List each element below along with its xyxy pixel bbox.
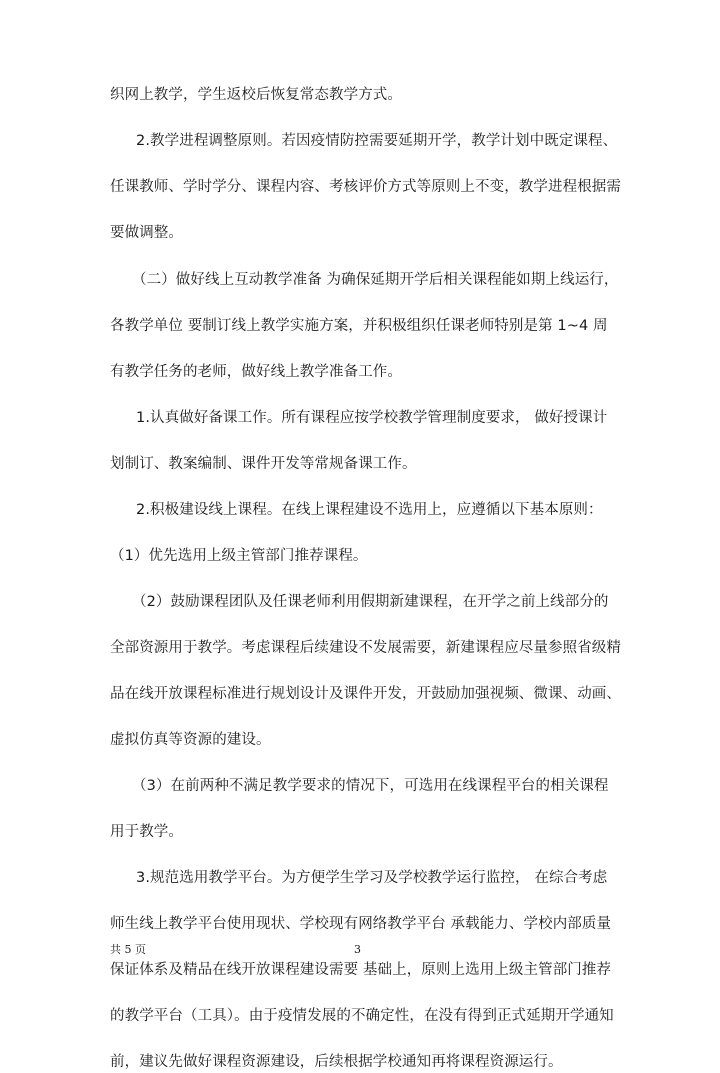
- text-line: 全部资源用于教学。考虑课程后续建设不发展需要，新建课程应尽量参照省级精: [110, 640, 621, 656]
- text-line: 3.规范选用教学平台。为方便学生学习及学校教学运行监控， 在综合考虑: [136, 870, 608, 886]
- text-line: 2.教学进程调整原则。若因疫情防控需要延期开学，教学计划中既定课程、: [136, 133, 618, 149]
- text-line: 品在线开放课程标准进行规划设计及课件开发，开鼓励加强视频、微课、动画、: [110, 686, 621, 702]
- text-line: 划制订、教案编制、课件开发等常规备课工作。: [110, 456, 417, 472]
- text-line: 2.积极建设线上课程。在线上课程建设不选用上，应遵循以下基本原则：: [136, 502, 603, 518]
- text-line: 用于教学。: [110, 824, 183, 840]
- page-count: 共 5 页: [110, 943, 146, 956]
- text-line: 前，建议先做好课程资源建设，后续根据学校通知再将课程资源运行。: [110, 1054, 563, 1070]
- text-line: 有教学任务的老师，做好线上教学准备工作。: [110, 364, 402, 380]
- page-number: 3: [354, 943, 361, 956]
- text-line: 的教学平台（工具）。由于疫情发展的不确定性，在没有得到正式延期开学通知: [110, 1008, 614, 1024]
- text-line: 师生线上教学平台使用现状、学校现有网络教学平台 承载能力、学校内部质量: [110, 916, 612, 932]
- text-line: （2）鼓励课程团队及任课老师利用假期新建课程，在开学之前上线部分的: [132, 594, 609, 610]
- text-line: 要做调整。: [110, 225, 183, 241]
- text-line: （1）优先选用上级主管部门推荐课程。: [110, 548, 368, 564]
- text-line: （二）做好线上互动教学准备 为确保延期开学后相关课程能如期上线运行，: [132, 272, 619, 288]
- text-line: 各教学单位 要制订线上教学实施方案，并积极组织任课老师特别是第 1~4 周: [110, 318, 608, 334]
- text-line: 虚拟仿真等资源的建设。: [110, 732, 271, 748]
- text-line: 任课教师、学时学分、课程内容、考核评价方式等原则上不变，教学进程根据需: [110, 179, 621, 195]
- text-line: 保证体系及精品在线开放课程建设需要 基础上，原则上选用上级主管部门推荐: [110, 962, 612, 978]
- text-line: 1.认真做好备课工作。所有课程应按学校教学管理制度要求， 做好授课计: [136, 410, 608, 426]
- text-line: （3）在前两种不满足教学要求的情况下，可选用在线课程平台的相关课程: [132, 778, 609, 794]
- text-line: 织网上教学，学生返校后恢复常态教学方式。: [110, 87, 402, 103]
